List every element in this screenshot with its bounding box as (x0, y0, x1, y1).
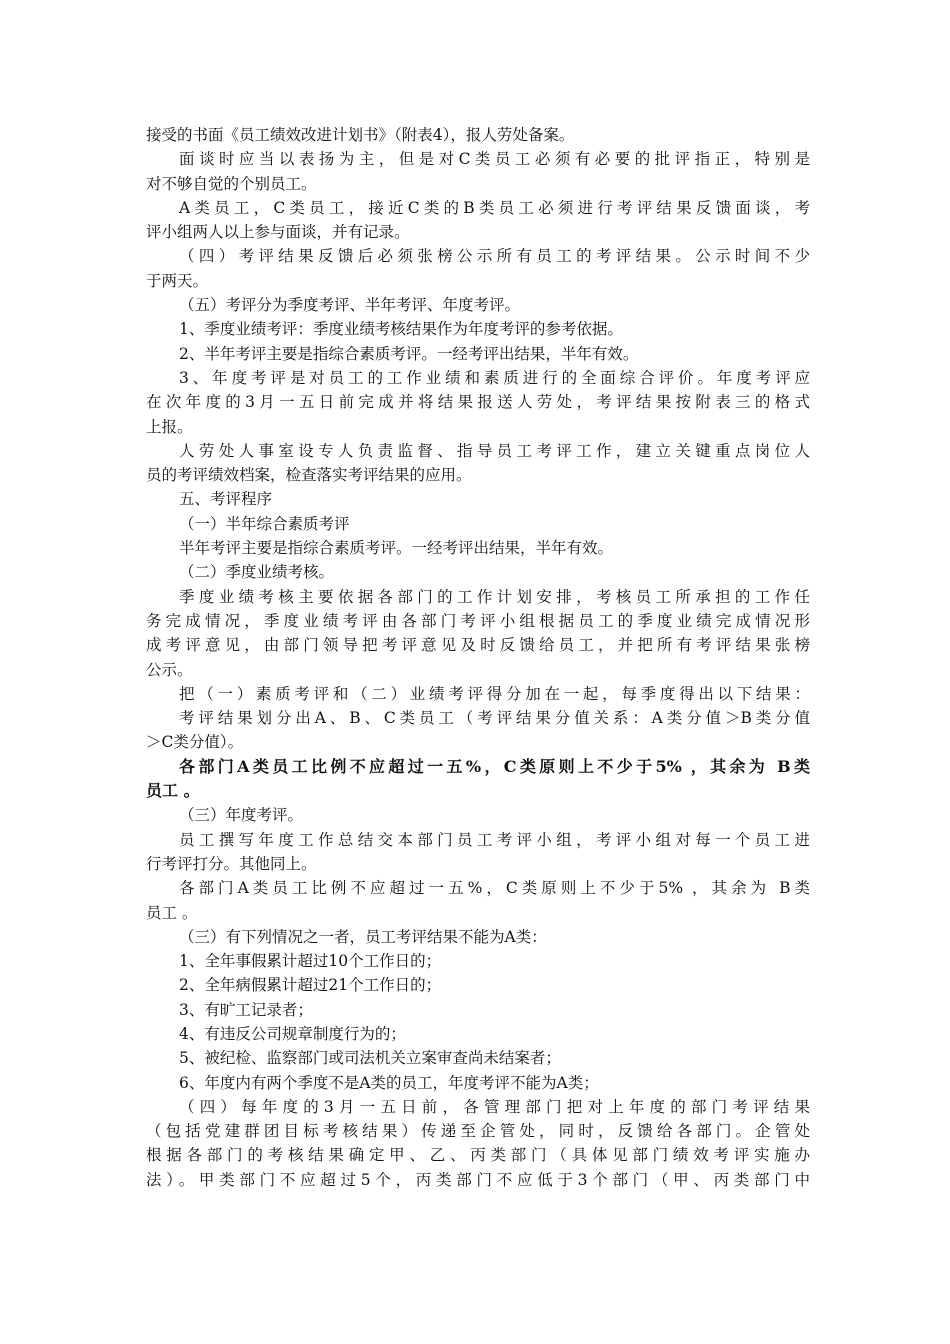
text-line: 在次年度的3月一五日前完成并将结果报送人劳处，考评结果按附表三的格式 (146, 393, 810, 412)
text-line: 上报。 (146, 417, 193, 436)
document-body (146, 123, 810, 1192)
text-line: 对不够自觉的个别员工。 (146, 174, 317, 193)
text-line: 季度业绩考核主要依据各部门的工作计划安排，考核员工所承担的工作任 (179, 587, 810, 606)
bold-text-line: 各部门A类员工比例不应超过一五%，C类原则上不少于5% ，其余为 B类 (179, 756, 810, 776)
text-line: 5、被纪检、监察部门或司法机关立案审查尚未结案者； (179, 1049, 561, 1068)
text-line: 1、季度业绩考评：季度业绩考核结果作为年度考评的参考依据。 (179, 320, 623, 339)
text-line: 接受的书面《员工绩效改进计划书》（附表4），报人劳处备案。 (146, 126, 575, 144)
text-line: （包括党建群团目标考核结果）传递至企管处，同时，反馈给各部门。企管处 (146, 1122, 810, 1141)
text-line: 员工 。 (146, 903, 198, 922)
text-line: 2、半年考评主要是指综合素质考评。一经考评出结果，半年有效。 (179, 344, 639, 363)
text-line: 人劳处人事室设专人负责监督、指导员工考评工作，建立关键重点岗位人 (179, 441, 810, 460)
text-line: （二）季度业绩考核。 (179, 563, 335, 582)
text-line: 6、年度内有两个季度不是A类的员工，年度考评不能为A类； (179, 1073, 599, 1092)
text-line: 3、有旷工记录者； (179, 1000, 313, 1019)
text-line: 成考评意见，由部门领导把考评意见及时反馈给员工，并把所有考评结果张榜 (146, 636, 810, 655)
text-line: 把（一）素质考评和（二）业绩考评得分加在一起，每季度得出以下结果： (179, 684, 810, 703)
text-line: 半年考评主要是指综合素质考评。一经考评出结果，半年有效。 (179, 539, 614, 558)
text-line: 五、考评程序 (179, 490, 273, 509)
text-line: 根据各部门的考核结果确定甲、乙、丙类部门（具体见部门绩效考评实施办 (146, 1146, 810, 1165)
text-line: 公示。 (146, 660, 193, 679)
text-line: 各部门A类员工比例不应超过一五%，C类原则上不少于5% ，其余为 B类 (179, 879, 810, 898)
text-line: （五）考评分为季度考评、半年考评、年度考评。 (179, 296, 521, 315)
text-line: 面谈时应当以表扬为主，但是对C类员工必须有必要的批评指正，特别是 (179, 150, 810, 169)
text-line: 员工撰写年度工作总结交本部门员工考评小组，考评小组对每一个员工进 (179, 830, 810, 849)
bold-text-line: 员工 。 (146, 781, 200, 801)
text-line: （三）有下列情况之一者，员工考评结果不能为A类： (179, 927, 547, 946)
text-line: 务完成情况，季度业绩考评由各部门考评小组根据员工的季度业绩完成情况形 (146, 611, 810, 630)
text-line: （四）每年度的3月一五日前，各管理部门把对上年度的部门考评结果 (179, 1097, 810, 1116)
text-line: 员的考评绩效档案，检查落实考评结果的应用。 (146, 466, 472, 485)
text-line: 1、全年事假累计超过10个工作日的； (179, 952, 442, 971)
text-line: 评小组两人以上参与面谈，并有记录。 (146, 223, 410, 242)
text-line: 4、有违反公司规章制度行为的； (179, 1024, 406, 1043)
text-line: 考评结果划分出A、B、C类员工（考评结果分值关系：A类分值＞B类分值 (179, 709, 810, 728)
text-line: 法）。甲类部门不应超过5个，丙类部门不应低于3个部门（甲、丙类部门中 (146, 1170, 810, 1189)
text-line: 于两天。 (146, 271, 209, 290)
text-line: 3、年度考评是对员工的工作业绩和素质进行的全面综合评价。年度考评应 (179, 368, 810, 387)
text-line: ＞C类分值）。 (146, 733, 244, 752)
text-line: （三）年度考评。 (179, 806, 304, 825)
text-line: A类员工，C类员工，接近C类的B类员工必须进行考评结果反馈面谈，考 (179, 198, 810, 217)
text-line: 2、全年病假累计超过21个工作日的； (179, 976, 442, 995)
text-line: 行考评打分。其他同上。 (146, 854, 317, 873)
text-line: （四）考评结果反馈后必须张榜公示所有员工的考评结果。公示时间不少 (179, 247, 810, 266)
text-line: （一）半年综合素质考评 (179, 514, 350, 533)
